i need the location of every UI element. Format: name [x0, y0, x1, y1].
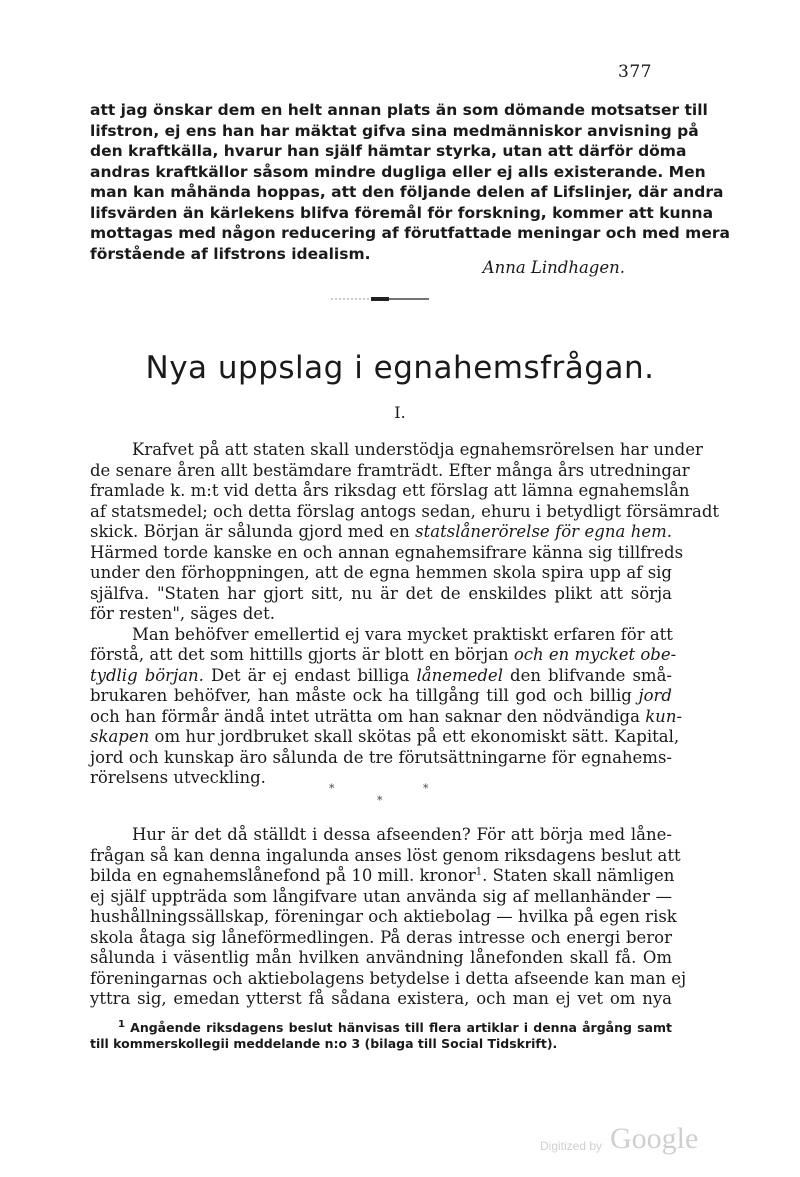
text-line: [90, 727, 680, 748]
asterism-divider: [325, 782, 445, 812]
emphasis-text: och en mycket obe-: [513, 645, 677, 664]
digitization-watermark: [540, 1118, 710, 1158]
asterisk: *: [377, 794, 383, 807]
article-paragraph-1: [90, 440, 720, 625]
intro-paragraph: [90, 100, 730, 264]
text-run: Angående riksdagens beslut hänvisas till flera artiklar i denna årgång samt: [130, 1020, 672, 1035]
text-line: skola åtaga sig låneförmedlingen. På deras intresse och energi beror: [90, 927, 672, 947]
emphasis-text: skapen: [90, 727, 150, 746]
footnote: [90, 1020, 672, 1052]
author-signature: Anna Lindhagen.: [482, 258, 625, 277]
text-line: sålunda i väsentlig mån hvilken användning lånefonden skall få. Om: [90, 948, 672, 967]
footnote-reference[interactable]: 1: [475, 866, 483, 878]
text-run: om hur jordbruket skall skötas på ett ekonomiskt sätt. Kapital,: [149, 727, 680, 746]
emphasis-text: lånemedel: [416, 665, 503, 685]
text-run: och han förmår ändå intet uträtta om han saknar den nödvändiga: [90, 706, 646, 726]
text-line: [90, 645, 677, 666]
text-line: Krafvet på att staten skall understödja egnahemsrörelsen har under: [132, 440, 703, 459]
emphasis-text: statslånerörelse för egna hem.: [415, 522, 672, 541]
text-line: [90, 1020, 672, 1036]
text-run: skick. Början är sålunda gjord med en: [90, 522, 416, 541]
text-line: för resten", säges det.: [90, 604, 275, 623]
text-line: jord och kunskap äro sålunda de tre förutsättningarne för egnahems-: [90, 747, 672, 767]
text-line: hushållningssällskap, föreningar och aktiebolag — hvilka på egen risk: [90, 907, 677, 926]
article-paragraph-3: [90, 825, 687, 1010]
text-line: ej själf uppträda som långifvare utan använda sig af mellanhänder —: [90, 886, 672, 906]
text-line: att jag önskar dem en helt annan plats än som dömande motsatser till: [90, 101, 708, 119]
text-line: frågan så kan denna ingalunda anses löst genom riksdagens beslut att: [90, 845, 681, 865]
text-line: andras kraftkällor såsom mindre dugliga eller ej alls existerande. Men: [90, 162, 706, 181]
text-line: [90, 686, 672, 707]
text-run: brukaren behöfver, han måste ock ha tillgång till god och billig: [90, 686, 639, 705]
text-line: rörelsens utveckling.: [90, 768, 266, 787]
text-run: Det är ej endast billiga: [203, 665, 417, 685]
text-line: Härmed torde kanske en och annan egnahemsifrare känna sig tillfreds: [90, 542, 684, 562]
text-line: Man behöfver emellertid ej vara mycket praktiskt erfaren för att: [132, 624, 673, 644]
text-line: under den förhoppningen, att de egna hemmen skola spira upp af sig: [90, 563, 672, 582]
google-logo: Google: [610, 1122, 699, 1155]
asterisk: *: [329, 782, 335, 795]
emphasis-text: tydlig början.: [90, 665, 204, 685]
emphasis-text: kun-: [645, 706, 683, 726]
section-number: I.: [394, 403, 406, 422]
article-title: Nya uppslag i egnahemsfrågan.: [145, 350, 655, 386]
text-line: förstående af lifstrons idealism.: [90, 244, 371, 263]
text-line: man kan måhända hoppas, att den följande delen af Lifslinjer, där andra: [90, 183, 724, 201]
text-line: framlade k. m:t vid detta års riksdag ett förslag att lämna egnahemslån: [90, 481, 690, 500]
text-run: förstå, att det som hittills gjorts är blott en början: [90, 645, 514, 664]
text-line: lifsvärden än kärlekens blifva föremål för forskning, kommer att kunna: [90, 203, 714, 222]
text-line: [90, 522, 672, 543]
text-line: den kraftkälla, hvarur han själf hämtar styrka, utan att därför döma: [90, 142, 687, 160]
text-line: [90, 706, 683, 728]
text-line: till kommerskollegii meddelande n:o 3 (bilaga till Social Tidskrift).: [90, 1036, 558, 1051]
text-run: den blifvande små-: [502, 665, 672, 685]
text-line: lifstron, ej ens han har mäktat gifva sina medmänniskor anvisning på: [90, 121, 699, 140]
text-run: bilda en egnahemslånefond på 10 mill. kronor: [90, 866, 476, 885]
watermark-prefix: Digitized by: [540, 1139, 603, 1153]
text-line: yttra sig, emedan ytterst få sådana existera, och man ej vet om nya: [90, 989, 672, 1008]
text-run: . Staten skall nämligen: [482, 866, 675, 885]
text-line: [90, 866, 675, 887]
page-number: 377: [618, 62, 652, 82]
emphasis-text: jord: [638, 686, 672, 705]
section-separator: [331, 296, 429, 302]
text-line: mottagas med någon reducering af förutfattade meningar och med mera: [90, 224, 730, 242]
text-line: de senare åren allt bestämdare framträdt. Efter många års utredningar: [90, 460, 690, 480]
text-line: af statsmedel; och detta förslag antogs sedan, ehuru i betydligt försämradt: [90, 501, 720, 521]
text-line: [90, 666, 672, 687]
article-paragraph-2: [90, 624, 683, 789]
text-line: Hur är det då ställdt i dessa afseenden? För att börja med låne-: [132, 825, 672, 844]
text-line: själfva. "Staten har gjort sitt, nu är det de enskildes plikt att sörja: [90, 583, 672, 603]
footnote-marker: 1: [118, 1018, 125, 1030]
text-line: föreningarnas och aktiebolagens betydelse i detta afseende kan man ej: [90, 968, 687, 988]
asterisk: *: [423, 782, 429, 795]
